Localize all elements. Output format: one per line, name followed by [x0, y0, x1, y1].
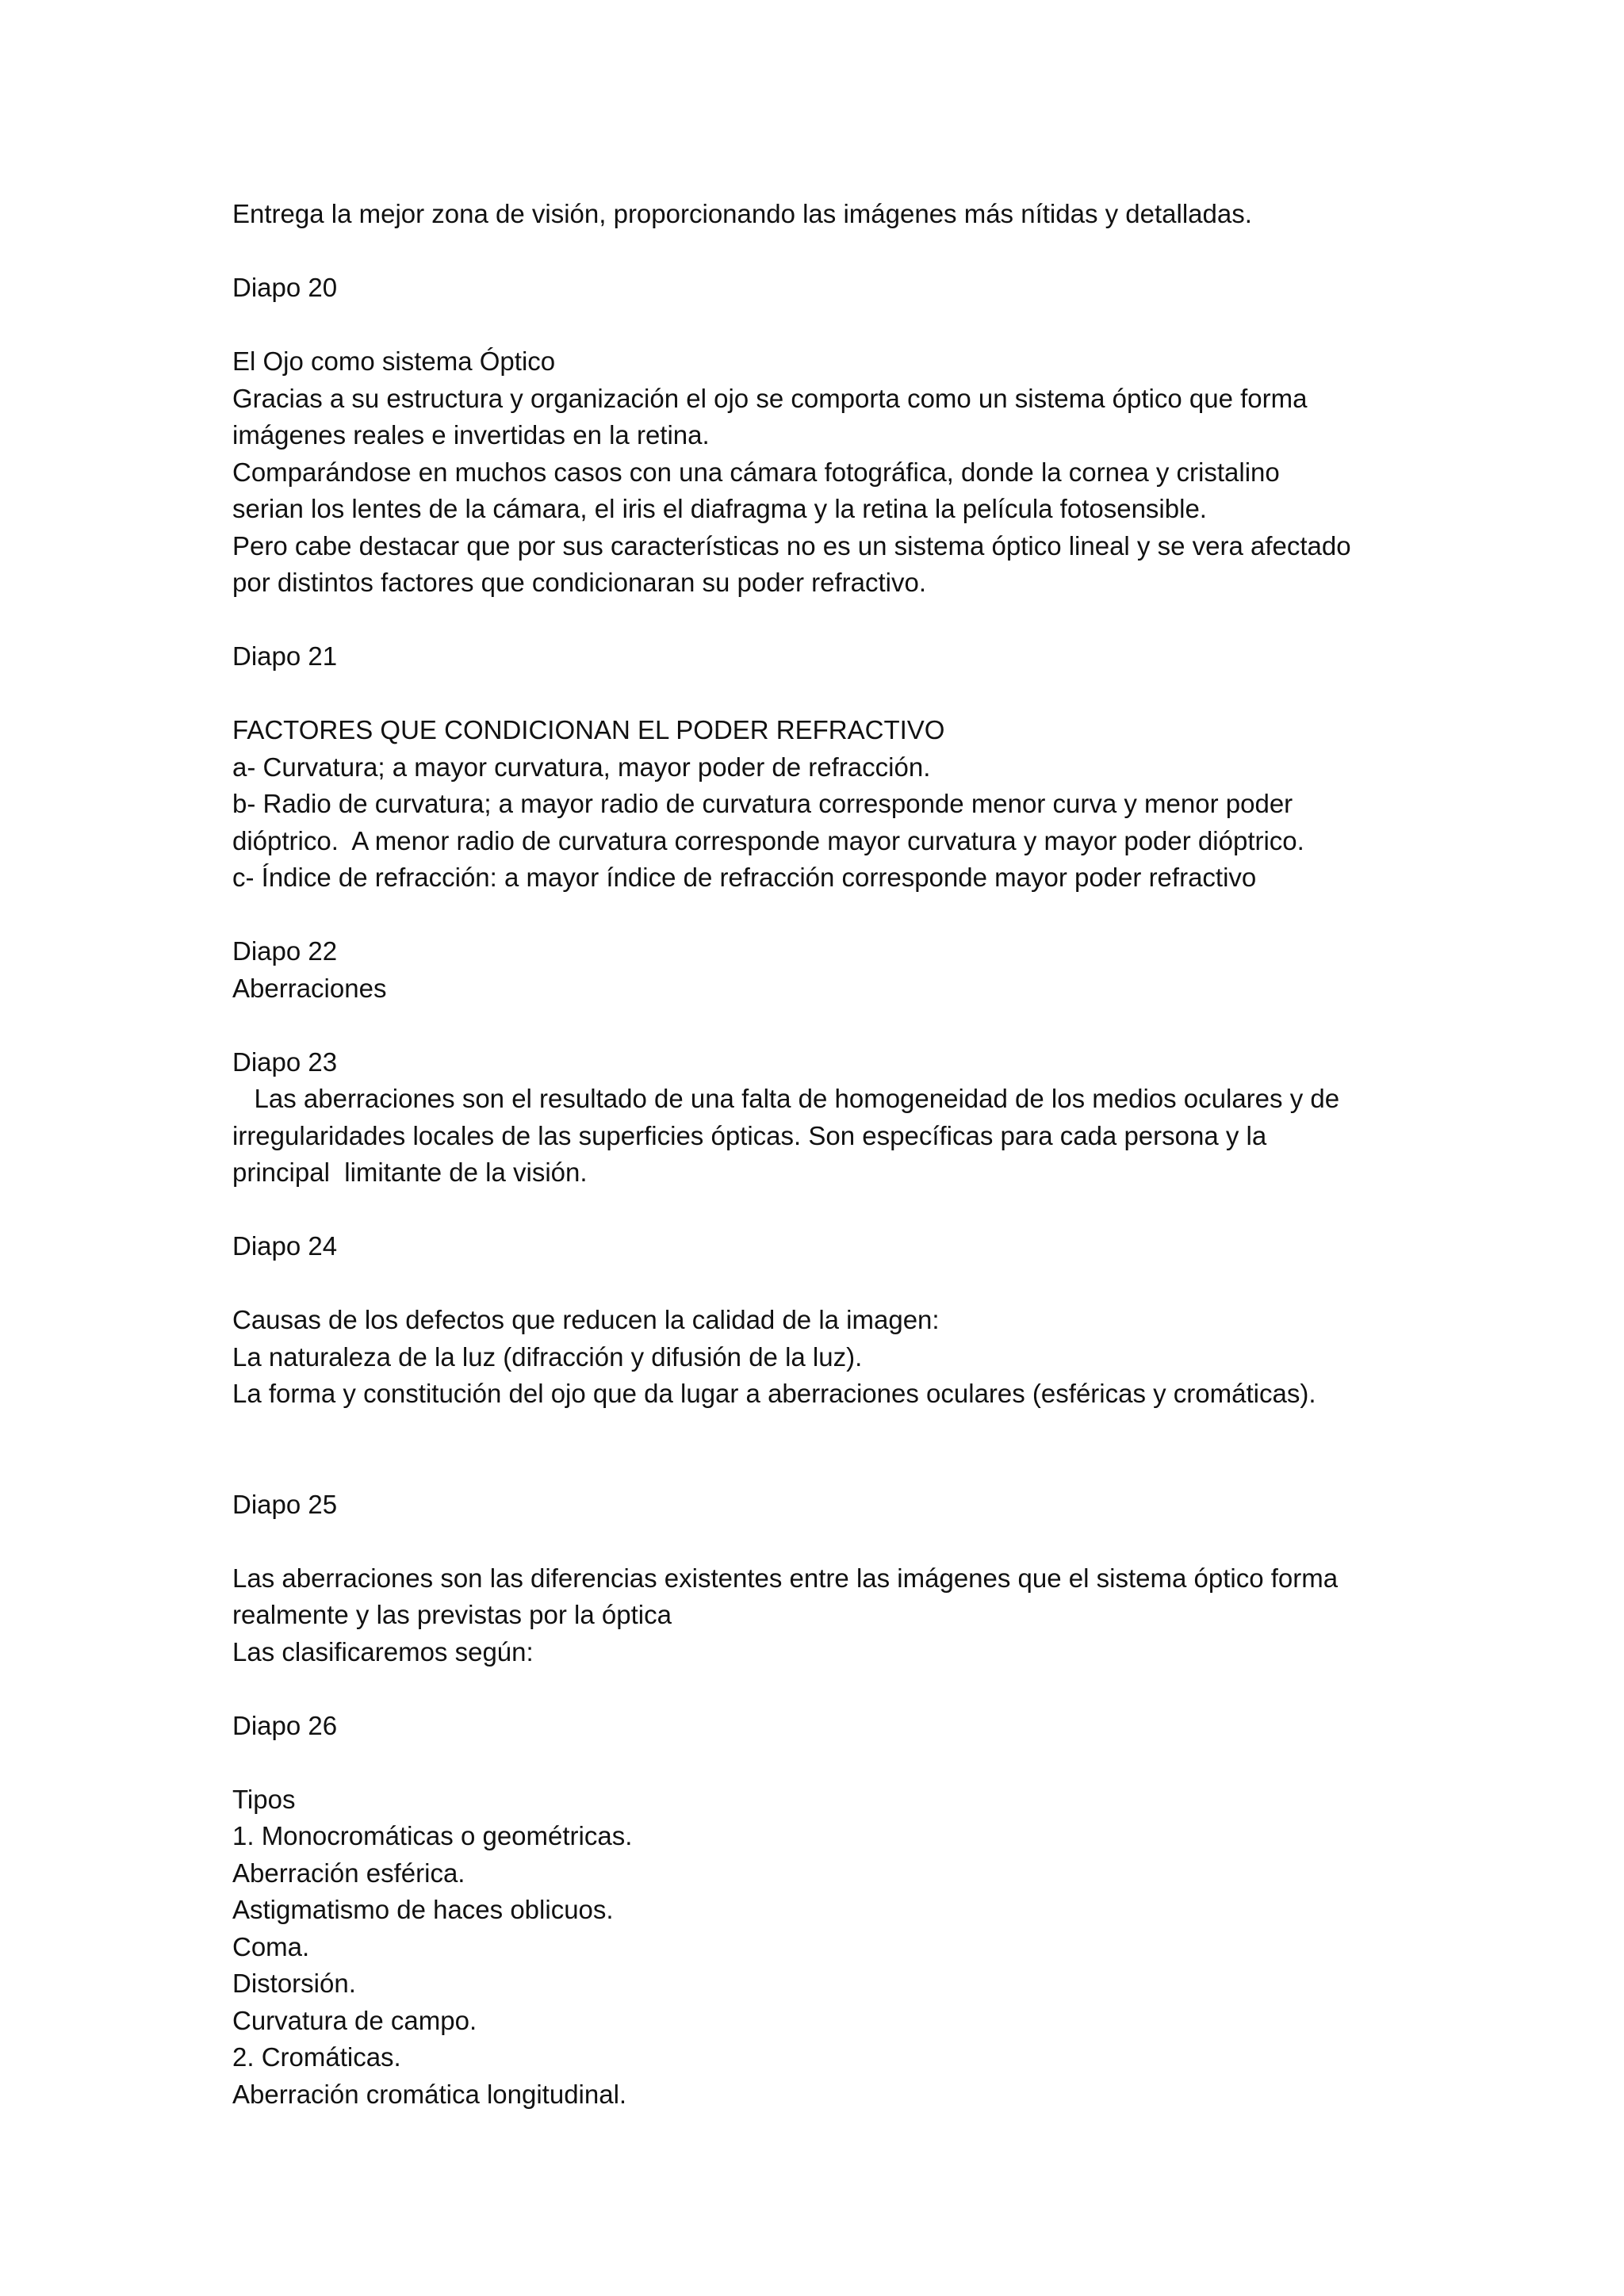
- paragraph-line: realmente y las previstas por la óptica: [232, 1600, 672, 1629]
- list-item: Aberración cromática longitudinal.: [232, 2079, 627, 2109]
- intro-paragraph: Entrega la mejor zona de visión, proporcionando las imágenes más nítidas y detalladas.: [232, 199, 1252, 228]
- paragraph-line: Comparándose en muchos casos con una cámara fotográfica, donde la cornea y cristalino: [232, 457, 1280, 487]
- slide-heading-23: Diapo 23: [232, 1047, 338, 1077]
- paragraph-line: b- Radio de curvatura; a mayor radio de curvatura corresponde menor curva y menor poder: [232, 789, 1293, 818]
- paragraph-line: Causas de los defectos que reducen la calidad de la imagen:: [232, 1305, 940, 1334]
- list-item: Aberración esférica.: [232, 1858, 465, 1888]
- spacer: [232, 1007, 1438, 1044]
- list-item: Coma.: [232, 1931, 310, 1961]
- paragraph-line: irregularidades locales de las superficies ópticas. Son específicas para cada persona y la: [232, 1120, 1267, 1150]
- list-item: Tipos: [232, 1784, 296, 1814]
- paragraph-line: serian los lentes de la cámara, el iris el diafragma y la retina la película fotosensible.: [232, 494, 1207, 523]
- spacer: [232, 1744, 1438, 1781]
- paragraph-line: Las clasificaremos según:: [232, 1636, 534, 1667]
- slide-heading-26: Diapo 26: [232, 1710, 338, 1740]
- list-item: Curvatura de campo.: [232, 2005, 477, 2035]
- paragraph-line: La forma y constitución del ojo que da lugar a aberraciones oculares (esféricas y cromáticas).: [232, 1379, 1316, 1408]
- paragraph-line: Gracias a su estructura y organización el ojo se comporta como un sistema óptico que forma: [232, 383, 1308, 413]
- paragraph-line: Las aberraciones son las diferencias existentes entre las imágenes que el sistema óptico forma: [232, 1563, 1339, 1593]
- slide-heading-24: Diapo 24: [232, 1231, 338, 1261]
- document-text: [232, 196, 1438, 2113]
- paragraph-line: a- Curvatura; a mayor curvatura, mayor poder de refracción.: [232, 752, 931, 782]
- slide-title-22: Aberraciones: [232, 973, 387, 1003]
- spacer: [232, 1413, 1438, 1487]
- slide-heading-20: Diapo 20: [232, 273, 338, 302]
- paragraph-line: La naturaleza de la luz (difracción y difusión de la luz).: [232, 1341, 863, 1372]
- spacer: [232, 897, 1438, 934]
- spacer: [232, 675, 1438, 713]
- list-item: 1. Monocromáticas o geométricas.: [232, 1821, 633, 1850]
- paragraph-line: Las aberraciones son el resultado de una falta de homogeneidad de los medios oculares y de: [232, 1084, 1340, 1113]
- paragraph-line: principal limitante de la visión.: [232, 1158, 588, 1187]
- slide-heading-21: Diapo 21: [232, 641, 338, 671]
- paragraph-line: imágenes reales e invertidas en la retina.: [232, 420, 710, 450]
- paragraph-line: dióptrico. A menor radio de curvatura corresponde mayor curvatura y mayor poder dióptrico.: [232, 825, 1304, 855]
- paragraph-line: por distintos factores que condicionaran su poder refractivo.: [232, 568, 926, 597]
- spacer: [232, 1523, 1438, 1560]
- list-item: Astigmatismo de haces oblicuos.: [232, 1895, 614, 1924]
- slide-heading-25: Diapo 25: [232, 1489, 338, 1519]
- list-item: Distorsión.: [232, 1969, 356, 1998]
- spacer: [232, 1192, 1438, 1229]
- paragraph-line: Pero cabe destacar que por sus características no es un sistema óptico lineal y se vera afectado: [232, 530, 1351, 561]
- slide-title-20: El Ojo como sistema Óptico: [232, 346, 556, 376]
- spacer: [232, 307, 1438, 344]
- spacer: [232, 1265, 1438, 1303]
- slide-title-21: FACTORES QUE CONDICIONAN EL PODER REFRACTIVO: [232, 715, 945, 744]
- paragraph-line: c- Índice de refracción: a mayor índice de refracción corresponde mayor poder refractivo: [232, 863, 1257, 892]
- spacer: [232, 233, 1438, 270]
- slide-heading-22: Diapo 22: [232, 936, 338, 966]
- list-item: 2. Cromáticas.: [232, 2042, 401, 2072]
- spacer: [232, 602, 1438, 639]
- spacer: [232, 1670, 1438, 1708]
